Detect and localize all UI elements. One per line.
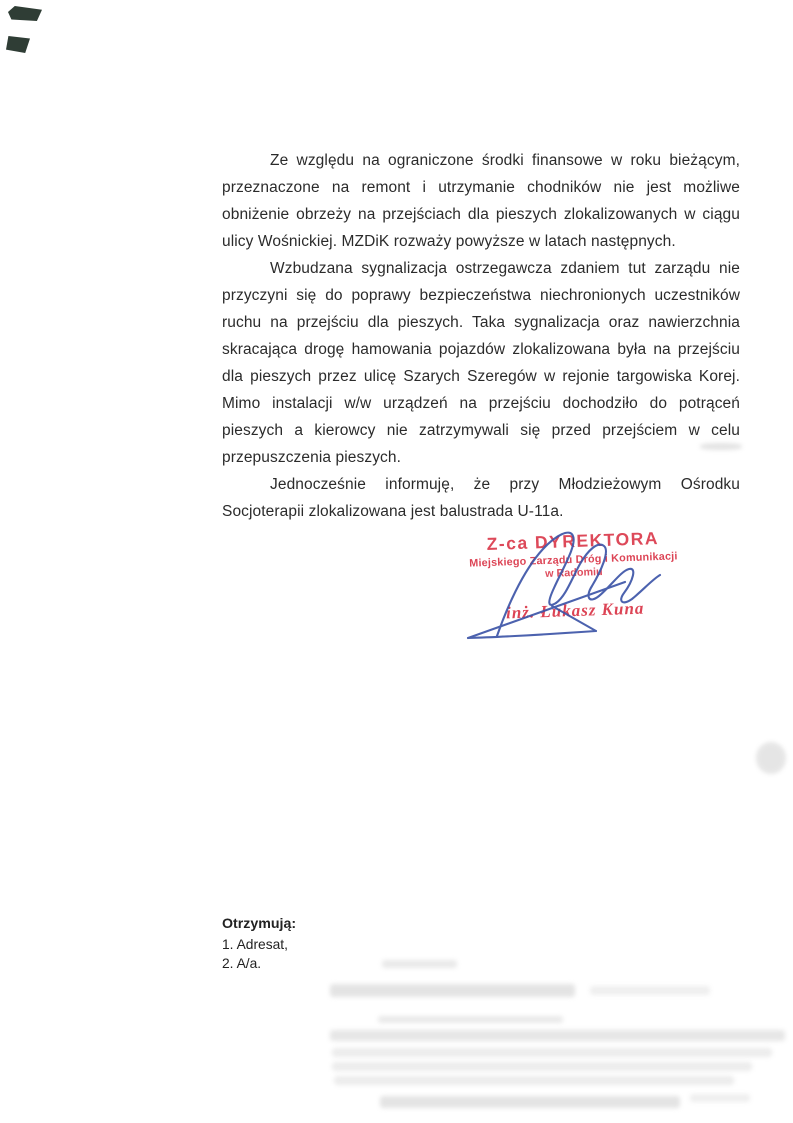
stamp-signer-name: inż. Łukasz Kuna [505, 598, 645, 623]
bleed-through-text [590, 986, 710, 995]
bleed-through-text [330, 984, 575, 997]
scan-artifact-corner-mark [6, 36, 30, 53]
distribution-heading: Otrzymują: [222, 916, 297, 932]
distribution-item: 1. Adresat, [222, 937, 288, 952]
paragraph-budget-chodniki: Ze względu na ograniczone środki finansowe w roku bieżącym, przeznaczone na remont i utrzymanie chodników nie jest możliwe obniżenie obrzeży na przejściach dla pieszych zlokalizowanych w ciągu ulicy Wośnickiej. MZDiK rozważy powyższe w latach następnych. [222, 152, 740, 250]
bleed-through-text [378, 1016, 563, 1023]
bleed-through-text [330, 1030, 785, 1041]
paragraph-balustrada: Jednocześnie informuję, że przy Młodzieżowym Ośrodku Socjoterapii zlokalizowana jest balustrada U-11a. [222, 476, 740, 520]
director-stamp [451, 527, 698, 625]
bleed-through-text [690, 1094, 750, 1102]
scan-artifact-corner-mark [8, 6, 42, 21]
distribution-list [222, 915, 296, 973]
bleed-through-text [380, 1096, 680, 1108]
stamp-title: Z-ca DYREKTORA [486, 528, 660, 555]
stamp-city: w Radomiu [544, 566, 603, 581]
stamp-organization: Miejskiego Zarządu Dróg i Komunikacji [469, 550, 678, 570]
scan-smudge [756, 742, 786, 774]
scan-smudge [700, 443, 742, 450]
bleed-through-text [332, 1062, 752, 1071]
distribution-item: 2. A/a. [222, 956, 262, 971]
paragraph-sygnalizacja: Wzbudzana sygnalizacja ostrzegawcza zdaniem tut zarządu nie przyczyni się do poprawy bezpieczeństwa niechronionych uczestników ruchu na przejściu dla pieszych. Taka sygnalizacja oraz nawierzchnia skracająca drogę hamowania pojazdów zlokalizowana była na przejściu dla pieszych przez ulicę Szarych Szeregów w rejonie targowiska Korej. Mimo instalacji w/w urządzeń na przejściu dochodziło do potrąceń pieszych a kierowcy nie zatrzymywali się przed przejściem w celu przepuszczenia pieszych. [222, 260, 740, 466]
bleed-through-text [334, 1076, 734, 1085]
bleed-through-text [382, 960, 457, 968]
bleed-through-text [332, 1048, 772, 1057]
letter-body [222, 147, 740, 525]
